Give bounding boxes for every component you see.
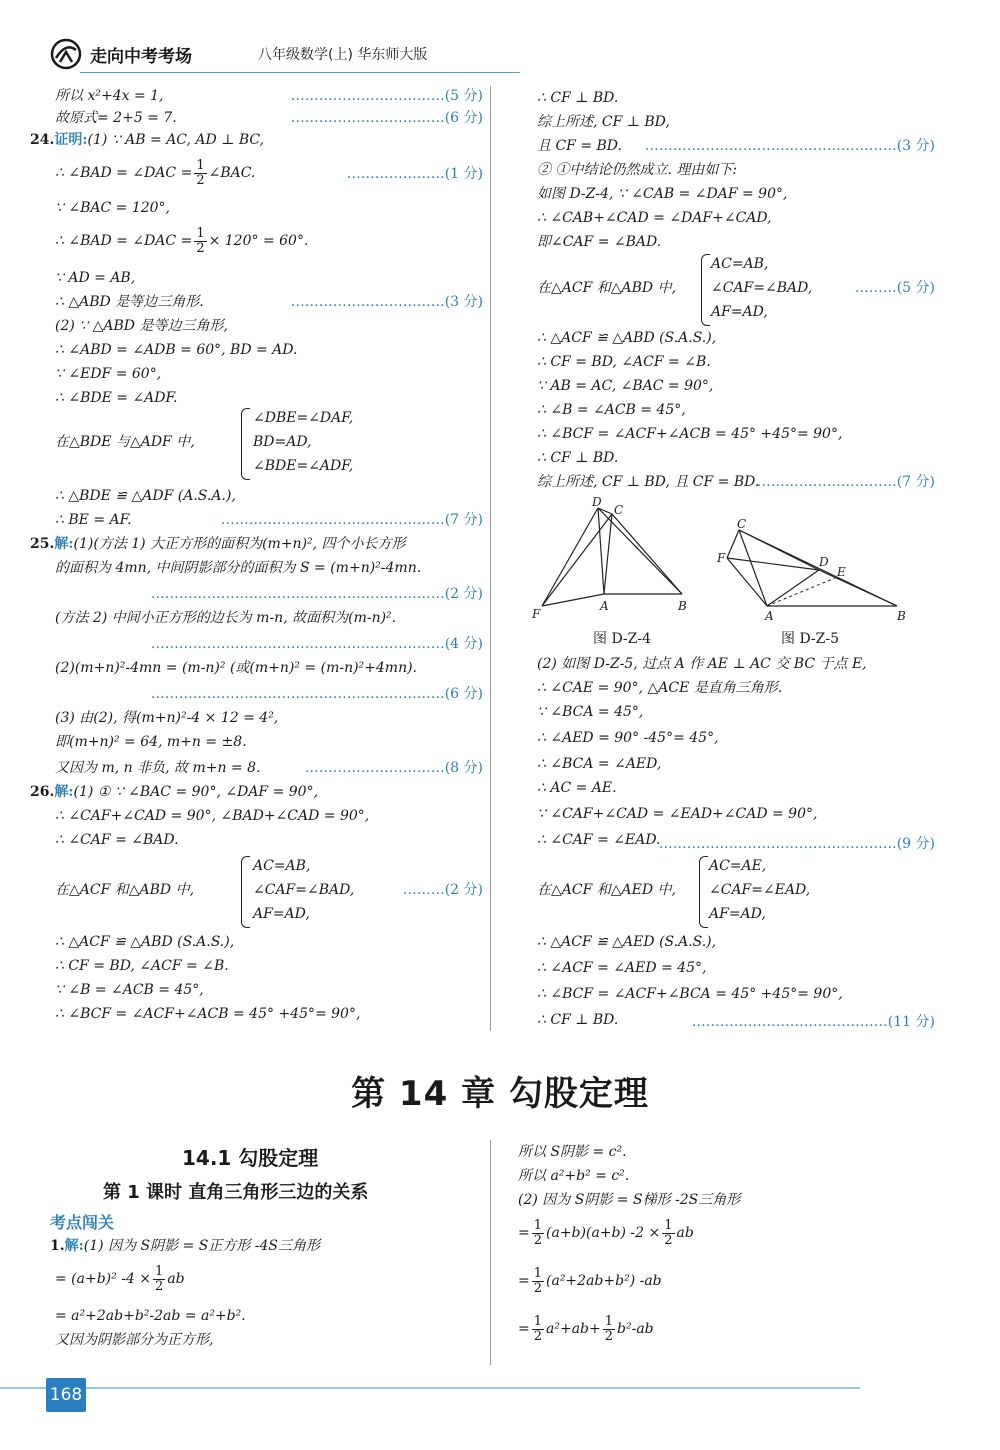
footer-rule xyxy=(0,1378,1000,1418)
point-label: B xyxy=(897,609,906,623)
text-line: ② ①中结论仍然成立. 理由如下: xyxy=(537,162,738,178)
text-line: 综上所述, CF ⊥ BD, 且 CF = BD. xyxy=(537,474,760,490)
text-line: ∴ BE = AF. xyxy=(55,512,132,528)
text-line: ∴ ∠ACF = ∠AED = 45°, xyxy=(537,960,707,976)
figure-caption: 图 D-Z-5 xyxy=(781,631,840,647)
question-24: 24.证明:(1) ∵ AB = AC, AD ⊥ BC, xyxy=(30,132,265,148)
fraction: $\frac{1}{2}$ xyxy=(664,1217,673,1248)
point-label: D xyxy=(592,496,602,509)
brand-title: 走向中考考场 xyxy=(90,47,192,67)
score: ……………………………(3 分) xyxy=(290,294,483,310)
text-line: 所以 S阴影 = c². xyxy=(518,1144,627,1160)
text-line: ∴ ∠B = ∠ACB = 45°, xyxy=(537,402,686,418)
score: ………………………………………………(3 分) xyxy=(644,138,935,154)
text-line: ∴ △BDE ≌ △ADF (A.S.A.), xyxy=(55,488,236,504)
point-label: F xyxy=(717,551,726,565)
header-rule xyxy=(80,72,520,73)
text-line: ∵ AB = AC, ∠BAC = 90°, xyxy=(537,378,714,394)
score: ………(5 分) xyxy=(854,280,935,296)
text-line: ∴ ∠BCA = ∠AED, xyxy=(537,756,662,772)
score: …………………………(8 分) xyxy=(304,760,483,776)
page-header xyxy=(50,38,510,72)
text-line: ∵ ∠B = ∠ACB = 45°, xyxy=(55,982,204,998)
right-column xyxy=(532,88,935,1038)
text-line: 在△ACF 和△AED 中, xyxy=(537,882,676,898)
text-line: 且 CF = BD. xyxy=(537,138,622,154)
text-line: ∴ ∠CAB+∠CAD = ∠DAF+∠CAD, xyxy=(537,210,772,226)
text-line: = $\frac{1}{2}$ a²+ab+ $\frac{1}{2}$ b²-ab xyxy=(518,1313,654,1344)
text-line: ∴ ∠CAF+∠CAD = 90°, ∠BAD+∠CAD = 90°, xyxy=(55,808,370,824)
text-line: 所以 x²+4x = 1, xyxy=(55,88,164,104)
text-line: (方法 2) 中间小正方形的边长为 m-n, 故面积为(m-n)². xyxy=(55,610,397,626)
text-line: ∴ CF ⊥ BD. xyxy=(537,1012,619,1028)
column-divider xyxy=(490,1140,491,1365)
fraction: $\frac{1}{2}$ xyxy=(533,1265,543,1296)
bottom-left-column xyxy=(50,1236,475,1356)
left-column xyxy=(30,86,483,1036)
text-line: 在△BDE 与△ADF 中, xyxy=(55,434,195,450)
text-line: 故原式= 2+5 = 7. xyxy=(55,110,177,126)
text-line: ∵ AD = AB, xyxy=(55,270,136,286)
text-line: ∴ ∠BAD = ∠DAC = $\frac{1}{2}$ ∠BAC. xyxy=(55,157,256,188)
question-1: 1.解:(1) 因为 S阴影 = S正方形 -4S三角形 xyxy=(50,1238,321,1254)
fraction: $\frac{1}{2}$ xyxy=(604,1313,614,1344)
text-line: ∴ ∠ABD = ∠ADB = 60°, BD = AD. xyxy=(55,342,298,358)
question-26: 26.解:(1) ① ∵ ∠BAC = 90°, ∠DAF = 90°, xyxy=(30,784,319,800)
figure-d-z-5 xyxy=(717,518,917,628)
chapter-title: 第 14 章 勾股定理 xyxy=(351,1074,649,1114)
logo-icon xyxy=(50,38,82,70)
point-label: B xyxy=(678,599,687,613)
point-label: F xyxy=(532,607,541,621)
column-divider xyxy=(490,86,491,1031)
text-line: ∴ ∠CAF = ∠EAD. xyxy=(537,832,661,848)
text-line: ∴ AC = AE. xyxy=(537,780,617,796)
text-line: 即(m+n)² = 64, m+n = ±8. xyxy=(55,734,247,750)
lesson-title: 第 1 课时 直角三角形三边的关系 xyxy=(103,1182,369,1203)
brace xyxy=(241,856,250,928)
point-label: C xyxy=(614,503,624,517)
score: ……………………………………(11 分) xyxy=(691,1014,935,1030)
point-label: D xyxy=(819,555,829,569)
equation-system: AC=AB, ∠CAF=∠BAD, AF=AD, xyxy=(711,256,813,320)
brace xyxy=(241,408,250,480)
page-number: 168 xyxy=(46,1378,86,1412)
brace xyxy=(699,856,708,928)
text-line: = (a+b)² -4 × $\frac{1}{2}$ ab xyxy=(55,1263,185,1294)
score: ……………………………(5 分) xyxy=(290,88,483,104)
fraction: $\frac{1}{2}$ xyxy=(155,1263,164,1294)
text-line: ∵ ∠CAF+∠CAD = ∠EAD+∠CAD = 90°, xyxy=(537,806,818,822)
equation-system: AC=AB, ∠CAF=∠BAD, AF=AD, xyxy=(253,858,355,922)
score: ………(2 分) xyxy=(402,882,483,898)
text-line: ∴ △ACF ≌ △ABD (S.A.S.), xyxy=(55,934,235,950)
text-line: ∴ ∠BAD = ∠DAC = $\frac{1}{2}$ × 120° = 60°. xyxy=(55,225,309,256)
score: ………………………………………………………(6 分) xyxy=(150,686,483,702)
text-line: ∴ ∠CAE = 90°, △ACE 是直角三角形. xyxy=(537,680,783,696)
score: ………………………………………………………(2 分) xyxy=(150,586,483,602)
text-line: ∴ CF ⊥ BD. xyxy=(537,90,619,106)
point-label: A xyxy=(600,599,609,613)
text-line: ∴ △ABD 是等边三角形. xyxy=(55,294,204,310)
equation-system: ∠DBE=∠DAF, BD=AD, ∠BDE=∠ADF, xyxy=(253,410,354,474)
fraction: $\frac{1}{2}$ xyxy=(196,157,205,188)
text-line: ∴ ∠BCF = ∠ACF+∠ACB = 45° +45°= 90°, xyxy=(537,426,843,442)
text-line: (3) 由(2), 得(m+n)²-4 × 12 = 4², xyxy=(55,710,279,726)
text-line: ∴ ∠BDE = ∠ADF. xyxy=(55,390,178,406)
point-label: E xyxy=(837,565,846,579)
text-line: ∴ △ACF ≌ △ABD (S.A.S.), xyxy=(537,330,717,346)
book-title: 八年级数学(上) 华东师大版 xyxy=(258,47,428,63)
text-line: = $\frac{1}{2}$ (a+b)(a+b) -2 × $\frac{1}{2}$ ab xyxy=(518,1217,694,1248)
text-line: (2)(m+n)²-4mn = (m-n)² (或(m+n)² = (m-n)²+4mn). xyxy=(55,660,418,676)
kaodian-heading: 考点闯关 xyxy=(50,1213,115,1232)
figure-caption: 图 D-Z-4 xyxy=(593,631,652,647)
point-label: C xyxy=(737,518,747,531)
score: …………………………(7 分) xyxy=(756,474,935,490)
fraction: $\frac{1}{2}$ xyxy=(533,1313,543,1344)
score: ……………………………(6 分) xyxy=(290,110,483,126)
question-25: 25.解:(1)(方法 1) 大正方形的面积为(m+n)², 四个小长方形 xyxy=(30,536,406,552)
bottom-right-column xyxy=(518,1142,938,1372)
fraction: $\frac{1}{2}$ xyxy=(533,1217,543,1248)
text-line: ∴ CF = BD, ∠ACF = ∠B. xyxy=(537,354,711,370)
text-line: 又因为阴影部分为正方形, xyxy=(55,1332,214,1348)
point-label: A xyxy=(765,609,774,623)
text-line: ∴ △ACF ≌ △AED (S.A.S.), xyxy=(537,934,717,950)
text-line: 在△ACF 和△ABD 中, xyxy=(537,280,677,296)
text-line: (2) 如图 D-Z-5, 过点 A 作 AE ⊥ AC 交 BC 于点 E, xyxy=(537,656,867,672)
score: …………………………………………(7 分) xyxy=(220,512,483,528)
section-title: 14.1 勾股定理 xyxy=(182,1146,319,1170)
text-line: 即∠CAF = ∠BAD. xyxy=(537,234,662,250)
text-line: ∴ ∠CAF = ∠BAD. xyxy=(55,832,179,848)
text-line: ∴ ∠BCF = ∠ACF+∠ACB = 45° +45°= 90°, xyxy=(55,1006,361,1022)
score: …………………(1 分) xyxy=(346,166,483,182)
text-line: ∵ ∠BAC = 120°, xyxy=(55,200,171,216)
text-line: 如图 D-Z-4, ∵ ∠CAB = ∠DAF = 90°, xyxy=(537,186,788,202)
text-line: (2) 因为 S阴影 = S梯形 -2S三角形 xyxy=(518,1192,741,1208)
text-line: 综上所述, CF ⊥ BD, xyxy=(537,114,670,130)
text-line: ∵ ∠BCA = 45°, xyxy=(537,704,644,720)
score: ……………………………………………(9 分) xyxy=(658,836,935,852)
text-line: = a²+2ab+b²-2ab = a²+b². xyxy=(55,1308,246,1324)
text-line: ∴ ∠AED = 90° -45°= 45°, xyxy=(537,730,719,746)
fraction: $\frac{1}{2}$ xyxy=(196,225,205,256)
brace xyxy=(701,254,710,326)
text-line: ∴ CF = BD, ∠ACF = ∠B. xyxy=(55,958,229,974)
text-line: 又因为 m, n 非负, 故 m+n = 8. xyxy=(55,760,261,776)
text-line: = $\frac{1}{2}$ (a²+2ab+b²) -ab xyxy=(518,1265,662,1296)
figure-d-z-4 xyxy=(532,496,702,626)
score: ………………………………………………………(4 分) xyxy=(150,636,483,652)
equation-system: AC=AE, ∠CAF=∠EAD, AF=AD, xyxy=(709,858,811,922)
text-line: ∴ CF ⊥ BD. xyxy=(537,450,619,466)
text-line: (2) ∵ △ABD 是等边三角形, xyxy=(55,318,228,334)
text-line: ∴ ∠BCF = ∠ACF+∠BCA = 45° +45°= 90°, xyxy=(537,986,843,1002)
text-line: ∵ ∠EDF = 60°, xyxy=(55,366,162,382)
text-line: 所以 a²+b² = c². xyxy=(518,1168,630,1184)
text-line: 的面积为 4mn, 中间阴影部分的面积为 S = (m+n)²-4mn. xyxy=(55,560,422,576)
text-line: 在△ACF 和△ABD 中, xyxy=(55,882,195,898)
